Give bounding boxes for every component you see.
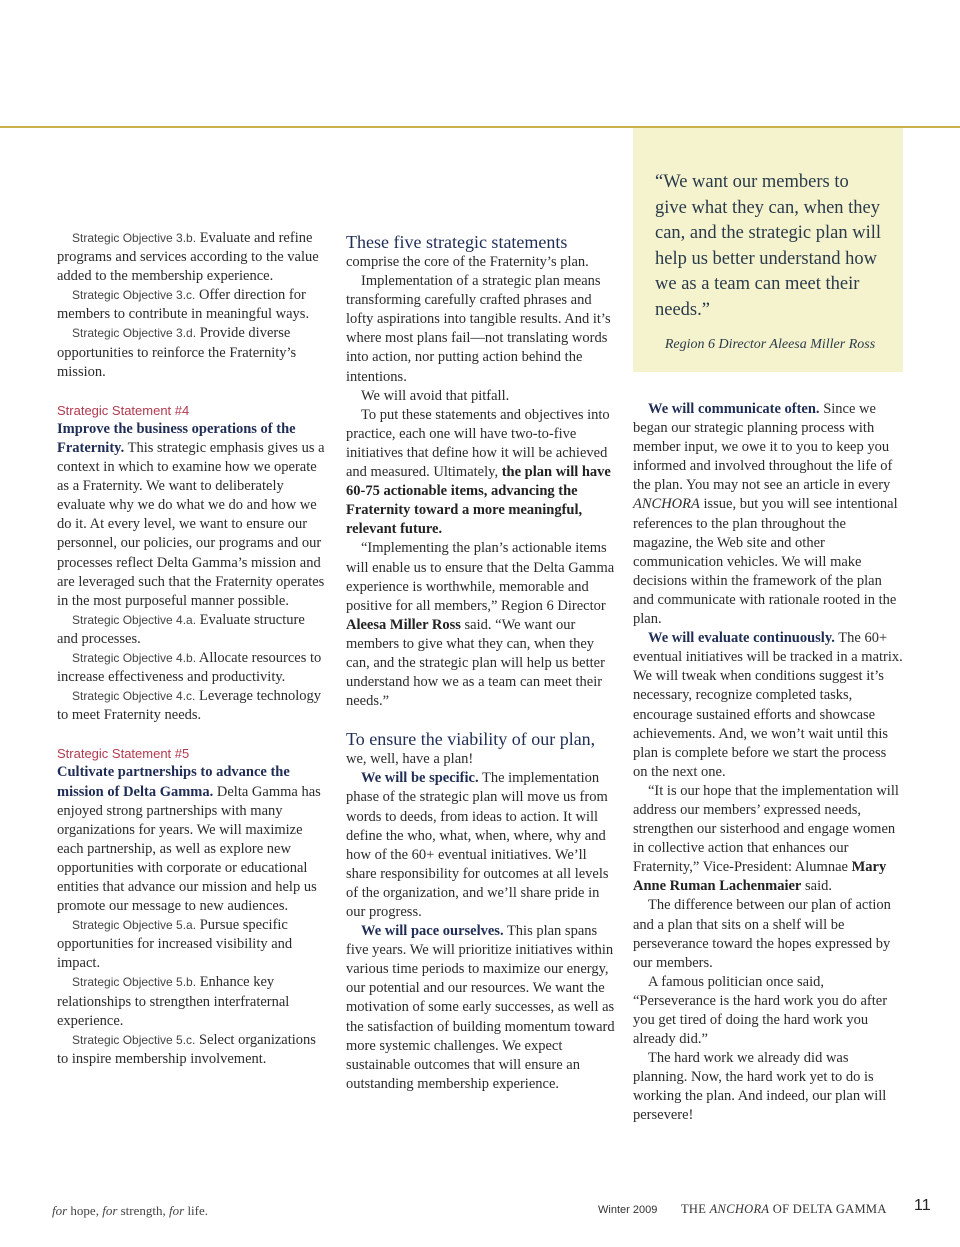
- objective-5c: Strategic Objective 5.c. Select organizations to inspire membership involvement.: [57, 1031, 316, 1067]
- footer-issue-date: Winter 2009: [598, 1204, 658, 1216]
- paragraph: comprise the core of the Fraternity’s plan.: [346, 254, 589, 270]
- paragraph: We will be specific. The implementation phase of the strategic plan will move us from words to deeds, from ideas to action. It will define the who, what, when, where, why and how of the 60+ eventual initiatives. We’ll share responsibility for outcomes at all levels of the organization, and we’ll share pride in our progress.: [346, 770, 609, 920]
- page-number: 11: [914, 1197, 931, 1214]
- footer-motto: for hope, for strength, for life.: [52, 1203, 209, 1218]
- objective-4c: Strategic Objective 4.c. Leverage technology to meet Fraternity needs.: [57, 688, 321, 724]
- objective-5b: Strategic Objective 5.b. Enhance key relationships to strengthen interfraternal experience.: [57, 974, 290, 1029]
- objective-5a: Strategic Objective 5.a. Pursue specific opportunities for increased visibility and impact.: [57, 917, 293, 972]
- paragraph: The hard work we already did was planning. Now, the hard work yet to do is working the plan. And indeed, our plan will persevere!: [633, 1050, 887, 1124]
- statement-5-label: Strategic Statement #5: [57, 746, 190, 762]
- statement-5-title: Cultivate partnerships to advance the mission of Delta Gamma.: [57, 764, 290, 800]
- objective-4a: Strategic Objective 4.a. Evaluate structure and processes.: [57, 611, 305, 647]
- paragraph: we, well, have a plan!: [346, 751, 474, 768]
- pull-quote: [633, 128, 903, 372]
- paragraph: We will communicate often. Since we began our strategic planning process with member input, we owe it to you to keep you informed and involved throughout the life of the plan. You may not see an article in every ANCHORA issue, but you will see intentional references to the plan throughout the magazine, the Web site and other communication vehicles. We will make decisions within the framework of the plan and communicate with rationale rooted in the plan.: [633, 401, 898, 628]
- section-heading-viability: To ensure the viability of our plan,: [346, 729, 596, 750]
- column-3: [633, 400, 903, 1126]
- pull-quote-text: “We want our members to give what they can, when they can, and the strategic plan will help us better understand how we as a team can meet their needs.”: [655, 172, 882, 320]
- paragraph: We will evaluate continuously. The 60+ eventual initiatives will be tracked in a matrix. We will tweak when conditions suggest it’s necessary, recognize completed tasks, encourage sustained efforts and showcase achievements. And, we won’t wait until this plan is complete before we start the process on the next one.: [633, 630, 903, 780]
- objective-3b: Strategic Objective 3.b. Evaluate and refine programs and services according to the value added to the membership experience.: [57, 230, 319, 285]
- pull-quote-attribution: Region 6 Director Aleesa Miller Ross: [664, 337, 876, 352]
- statement-4-label: Strategic Statement #4: [57, 402, 190, 418]
- paragraph: A famous politician once said, “Perseverance is the hard work you do after you get tired of doing the hard work you already did.”: [633, 973, 888, 1048]
- objective-3d: Strategic Objective 3.d. Provide diverse opportunities to reinforce the Fraternity’s mission.: [57, 325, 297, 380]
- paragraph: “It is our hope that the implementation will address our members’ expressed needs, strengthen our sisterhood and engage women in collective action that enhances our Fraternity,” Vice-President: Alumnae Mary Anne Ruman Lachenmaier said.: [633, 782, 899, 895]
- footer-publication: THE ANCHORA OF DELTA GAMMA: [681, 1202, 887, 1216]
- paragraph: “Implementing the plan’s actionable items will enable us to ensure that the Delta Gamma experience is worthwhile, memorable and positive for all members,” Region 6 Director Aleesa Miller Ross said. “We want our members to give what they can, when they can, and the strategic plan will help us better understand how we as a team can meet their needs.”: [346, 540, 615, 710]
- paragraph: Implementation of a strategic plan means transforming carefully crafted phrases and lofty aspirations into tangible results. And it’s where most plans fail—not translating words into action, nor putting action behind the intentions.: [346, 273, 611, 385]
- objective-4b: Strategic Objective 4.b. Allocate resources to increase effectiveness and productivity.: [57, 649, 322, 686]
- objective-3c: Strategic Objective 3.c. Offer direction for members to contribute in meaningful ways.: [57, 287, 310, 323]
- statement-4-body: Improve the business operations of the Fraternity. This strategic emphasis gives us a context in which to examine how we operate as a Fraternity. We want to deliberately evaluate why we do what we do and how we do it. At every level, we want to ensure our personnel, our policies, our programs and our processes reflect Delta Gamma’s mission and are leveraged such that the Fraternity operates in the most purposeful manner possible.: [57, 420, 325, 609]
- paragraph: We will pace ourselves. This plan spans five years. We will prioritize initiatives within various time periods to maximize our energy, our potential and our resources. We want the motivation of some early successes, as well as the satisfaction of building momentum toward more systemic challenges. We expect sustainable outcomes that will ensure an outstanding membership experience.: [346, 923, 615, 1092]
- section-heading-statements: These five strategic statements: [346, 232, 568, 252]
- column-2: [346, 229, 618, 1094]
- column-1: [57, 229, 329, 1069]
- paragraph: To put these statements and objectives into practice, each one will have two-to-five initiatives that define how it will be achieved and measured. Ultimately, the plan will have 60-75 actionable items, advancing the Fraternity toward a more meaningful, relevant future.: [346, 406, 611, 538]
- paragraph: The difference between our plan of action and a plan that sits on a shelf will be perseverance toward the hopes expressed by our members.: [633, 897, 891, 971]
- statement-5-body: Cultivate partnerships to advance the mission of Delta Gamma. Delta Gamma has enjoyed strong partnerships with many organizations for years. We will maximize each partnership, as well as explore new opportunities with corporate or educational entities that advance our mission and help us promote our message to new audiences.: [57, 764, 321, 915]
- statement-4-title: Improve the business operations of the Fraternity.: [57, 420, 296, 456]
- paragraph: We will avoid that pitfall.: [361, 387, 510, 404]
